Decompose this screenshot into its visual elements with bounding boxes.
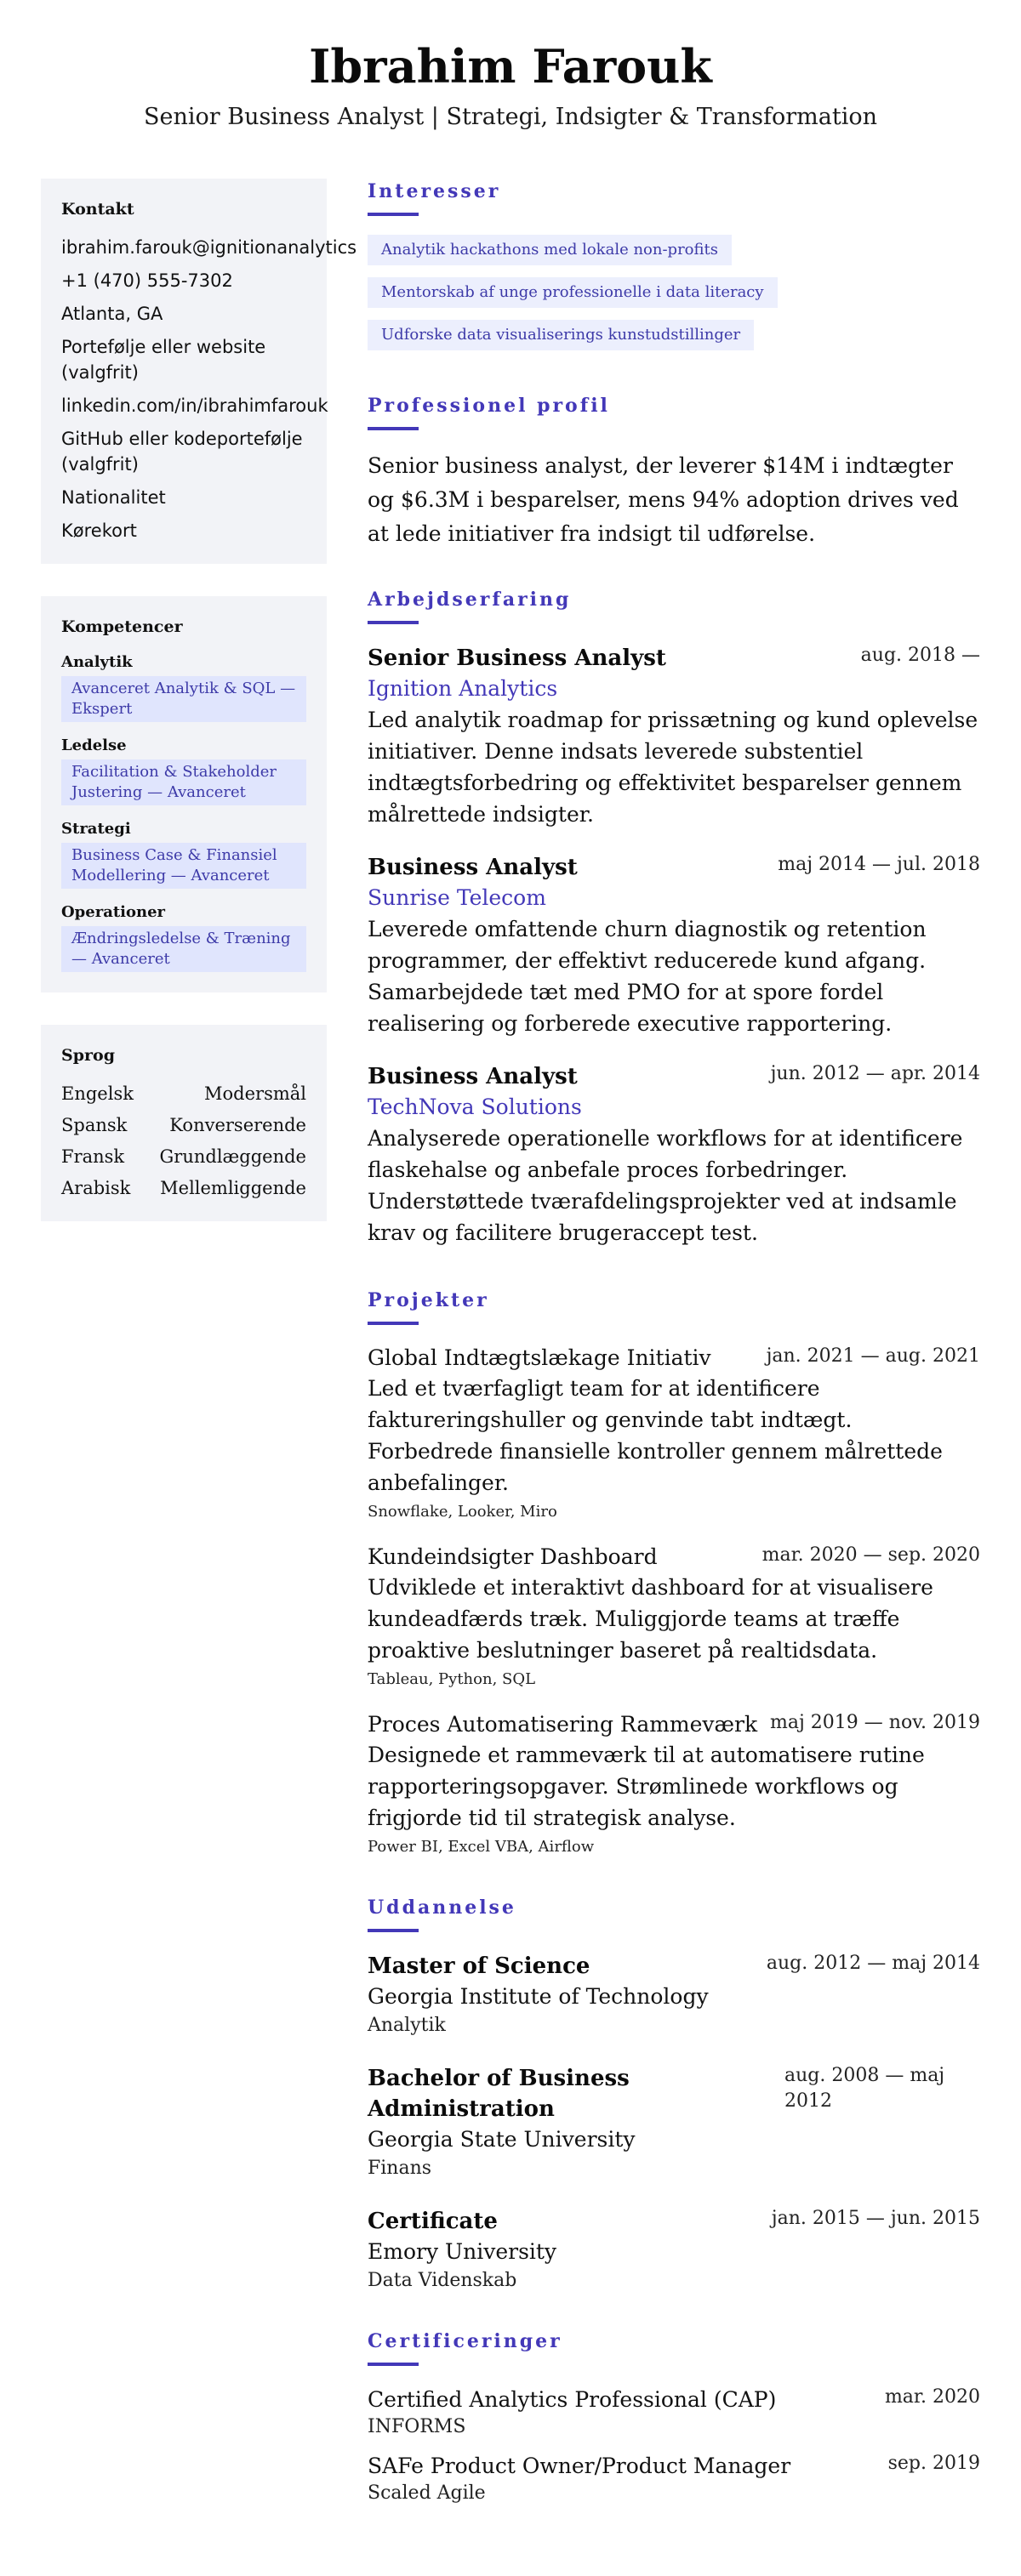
- language-level: Grundlæggende: [159, 1146, 306, 1167]
- skill-pill: Avanceret Analytik & SQL — Ekspert: [61, 676, 306, 722]
- language-row: [61, 1081, 306, 1106]
- contact-github[interactable]: GitHub eller kodeportefølje (valgfrit): [61, 429, 303, 475]
- interests-heading: Interesser: [368, 180, 501, 202]
- section-divider: [368, 2363, 419, 2366]
- skill-category: Operationer: [61, 903, 166, 921]
- project-description: Designede et rammeværk til at automatisere rutine rapporteringsopgaver. Strømlinede workflows og frigjorde tid til strategisk analyse.: [368, 1743, 925, 1830]
- language-level: Modersmål: [204, 1083, 306, 1104]
- language-row: [61, 1144, 306, 1169]
- job-entry: [368, 1061, 980, 1248]
- language-name: Spansk: [61, 1115, 128, 1135]
- language-row: [61, 1175, 306, 1201]
- language-level: Mellemliggende: [160, 1178, 306, 1198]
- certification-entry: [368, 2451, 980, 2505]
- education-school: Georgia Institute of Technology: [368, 1984, 709, 2009]
- certification-date: sep. 2019: [887, 2453, 980, 2474]
- certification-entry: [368, 2385, 980, 2439]
- experience-heading: Arbejdserfaring: [368, 589, 572, 611]
- education-heading: Uddannelse: [368, 1896, 516, 1919]
- skill-group: [61, 736, 306, 805]
- skill-pill: Facilitation & Stakeholder Justering — Avanceret: [61, 759, 306, 805]
- section-divider: [368, 1322, 419, 1325]
- certifications-heading: Certificeringer: [368, 2330, 562, 2352]
- job-date: jun. 2012 — apr. 2014: [770, 1063, 980, 1084]
- certification-name: Certified Analytics Professional (CAP): [368, 2387, 777, 2412]
- language-name: Arabisk: [61, 1178, 131, 1198]
- skill-pill: Business Case & Finansiel Modellering — Avanceret: [61, 843, 306, 889]
- education-field: Analytik: [368, 2015, 446, 2036]
- education-entry: [368, 2206, 980, 2295]
- project-title: Proces Automatisering Rammeværk: [368, 1712, 758, 1737]
- job-title: Business Analyst: [368, 855, 578, 880]
- project-tech: Tableau, Python, SQL: [368, 1670, 536, 1688]
- job-company: Sunrise Telecom: [368, 885, 546, 910]
- skills-title: Kompetencer: [61, 617, 183, 636]
- contact-email[interactable]: ibrahim.farouk@ignitionanalytics: [61, 237, 357, 258]
- job-date: aug. 2018 —: [860, 645, 980, 666]
- language-level: Konverserende: [169, 1115, 306, 1135]
- contact-location: Atlanta, GA: [61, 304, 163, 324]
- certification-name: SAFe Product Owner/Product Manager: [368, 2454, 791, 2478]
- profile-summary: Senior business analyst, der leverer $14M i indtægter og $6.3M i besparelser, mens 94% adoption drives ved at lede initiativer fra indsigt til udførelse.: [368, 453, 959, 546]
- contact-linkedin[interactable]: linkedin.com/in/ibrahimfarouk: [61, 395, 328, 416]
- contact-card: [41, 179, 357, 564]
- job-entry: [368, 643, 980, 830]
- project-date: jan. 2021 — aug. 2021: [766, 1345, 980, 1367]
- interest-tag: Analytik hackathons med lokale non-profits: [368, 235, 732, 265]
- certification-date: mar. 2020: [884, 2386, 980, 2408]
- project-title: Global Indtægtslækage Initiativ: [368, 1345, 711, 1370]
- resume-body: [0, 179, 1021, 2504]
- candidate-name: Ibrahim Farouk: [309, 39, 712, 94]
- certifications-section: [368, 2329, 980, 2505]
- certification-issuer: INFORMS: [368, 2416, 466, 2437]
- project-title: Kundeindsigter Dashboard: [368, 1544, 658, 1569]
- job-description: Led analytik roadmap for prissætning og kund oplevelse initiativer. Denne indsats leverede substentiel indtægtsforbedring og effektivitet besparelser gennem målrettede indsigter.: [368, 708, 978, 827]
- project-description: Led et tværfagligt team for at identificere faktureringshuller og genvinde tabt indtægt. Forbedrede finansielle kontroller gennem målrettede anbefalinger.: [368, 1376, 943, 1495]
- project-entry: [368, 1710, 980, 1859]
- main-content: [368, 179, 980, 2517]
- experience-section: [368, 587, 980, 1248]
- job-date: maj 2014 — jul. 2018: [778, 854, 980, 875]
- languages-title: Sprog: [61, 1046, 115, 1065]
- education-degree: Bachelor of Business Administration: [368, 2066, 630, 2122]
- profile-section: [368, 393, 980, 551]
- project-date: mar. 2020 — sep. 2020: [761, 1544, 980, 1566]
- project-description: Udviklede et interaktivt dashboard for at visualisere kundeadfærds træk. Muliggjorde teams at træffe proaktive beslutninger baseret på realtidsdata.: [368, 1575, 933, 1663]
- education-field: Finans: [368, 2158, 432, 2179]
- interest-tag: Udforske data visualiserings kunstudstillinger: [368, 320, 754, 350]
- skill-pill: Ændringsledelse & Træning — Avanceret: [61, 926, 306, 972]
- job-company: Ignition Analytics: [368, 676, 558, 701]
- projects-heading: Projekter: [368, 1289, 489, 1311]
- interest-tag: Mentorskab af unge professionelle i data literacy: [368, 277, 778, 308]
- project-entry: [368, 1344, 980, 1524]
- language-name: Fransk: [61, 1146, 125, 1167]
- job-description: Leverede omfattende churn diagnostik og retention programmer, der effektivt reducerede kund afgang. Samarbejdede tæt med PMO for at spore fordel realisering og forberede executive rapportering.: [368, 917, 927, 1036]
- language-name: Engelsk: [61, 1083, 134, 1104]
- project-entry: [368, 1543, 980, 1692]
- section-divider: [368, 427, 419, 430]
- certification-issuer: Scaled Agile: [368, 2482, 486, 2504]
- education-date: jan. 2015 — jun. 2015: [771, 2208, 980, 2229]
- job-description: Analyserede operationelle workflows for at identificere flaskehalse og anbefale proces forbedringer. Understøttede tværafdelingsprojekter ved at indsamle krav og facilitere brugeraccept test.: [368, 1126, 963, 1245]
- interests-section: [368, 179, 980, 362]
- contact-nationality: Nationalitet: [61, 487, 166, 508]
- skills-card: [41, 596, 327, 992]
- sidebar: [41, 179, 357, 1254]
- contact-phone[interactable]: +1 (470) 555-7302: [61, 270, 233, 291]
- section-divider: [368, 621, 419, 624]
- education-entry: [368, 1951, 980, 2039]
- skill-category: Strategi: [61, 820, 131, 838]
- skill-group: [61, 819, 306, 889]
- skill-group: [61, 902, 306, 972]
- education-date: aug. 2008 — maj 2012: [784, 2065, 945, 2112]
- skill-group: [61, 652, 306, 722]
- skill-category: Ledelse: [61, 736, 127, 754]
- job-entry: [368, 852, 980, 1039]
- education-field: Data Videnskab: [368, 2270, 517, 2291]
- project-tech: Power BI, Excel VBA, Airflow: [368, 1838, 595, 1856]
- education-section: [368, 1895, 980, 2295]
- education-degree: Master of Science: [368, 1953, 590, 1979]
- job-company: TechNova Solutions: [368, 1095, 582, 1119]
- section-divider: [368, 1929, 419, 1932]
- contact-license: Kørekort: [61, 520, 137, 541]
- contact-portfolio[interactable]: Portefølje eller website (valgfrit): [61, 337, 266, 383]
- education-entry: [368, 2063, 980, 2182]
- project-tech: Snowflake, Looker, Miro: [368, 1503, 557, 1521]
- education-school: Emory University: [368, 2239, 557, 2264]
- education-school: Georgia State University: [368, 2127, 636, 2152]
- education-degree: Certificate: [368, 2209, 498, 2234]
- job-title: Senior Business Analyst: [368, 645, 666, 671]
- languages-card: [41, 1025, 327, 1221]
- education-date: aug. 2012 — maj 2014: [766, 1953, 980, 1974]
- candidate-subtitle: Senior Business Analyst | Strategi, Indsigter & Transformation: [143, 104, 878, 130]
- job-title: Business Analyst: [368, 1064, 578, 1089]
- contact-title: Kontakt: [61, 200, 134, 219]
- resume-header: [0, 0, 1021, 133]
- projects-section: [368, 1288, 980, 1859]
- section-divider: [368, 213, 419, 216]
- skill-category: Analytik: [61, 653, 133, 671]
- language-row: [61, 1112, 306, 1138]
- profile-heading: Professionel profil: [368, 395, 610, 417]
- project-date: maj 2019 — nov. 2019: [770, 1712, 980, 1733]
